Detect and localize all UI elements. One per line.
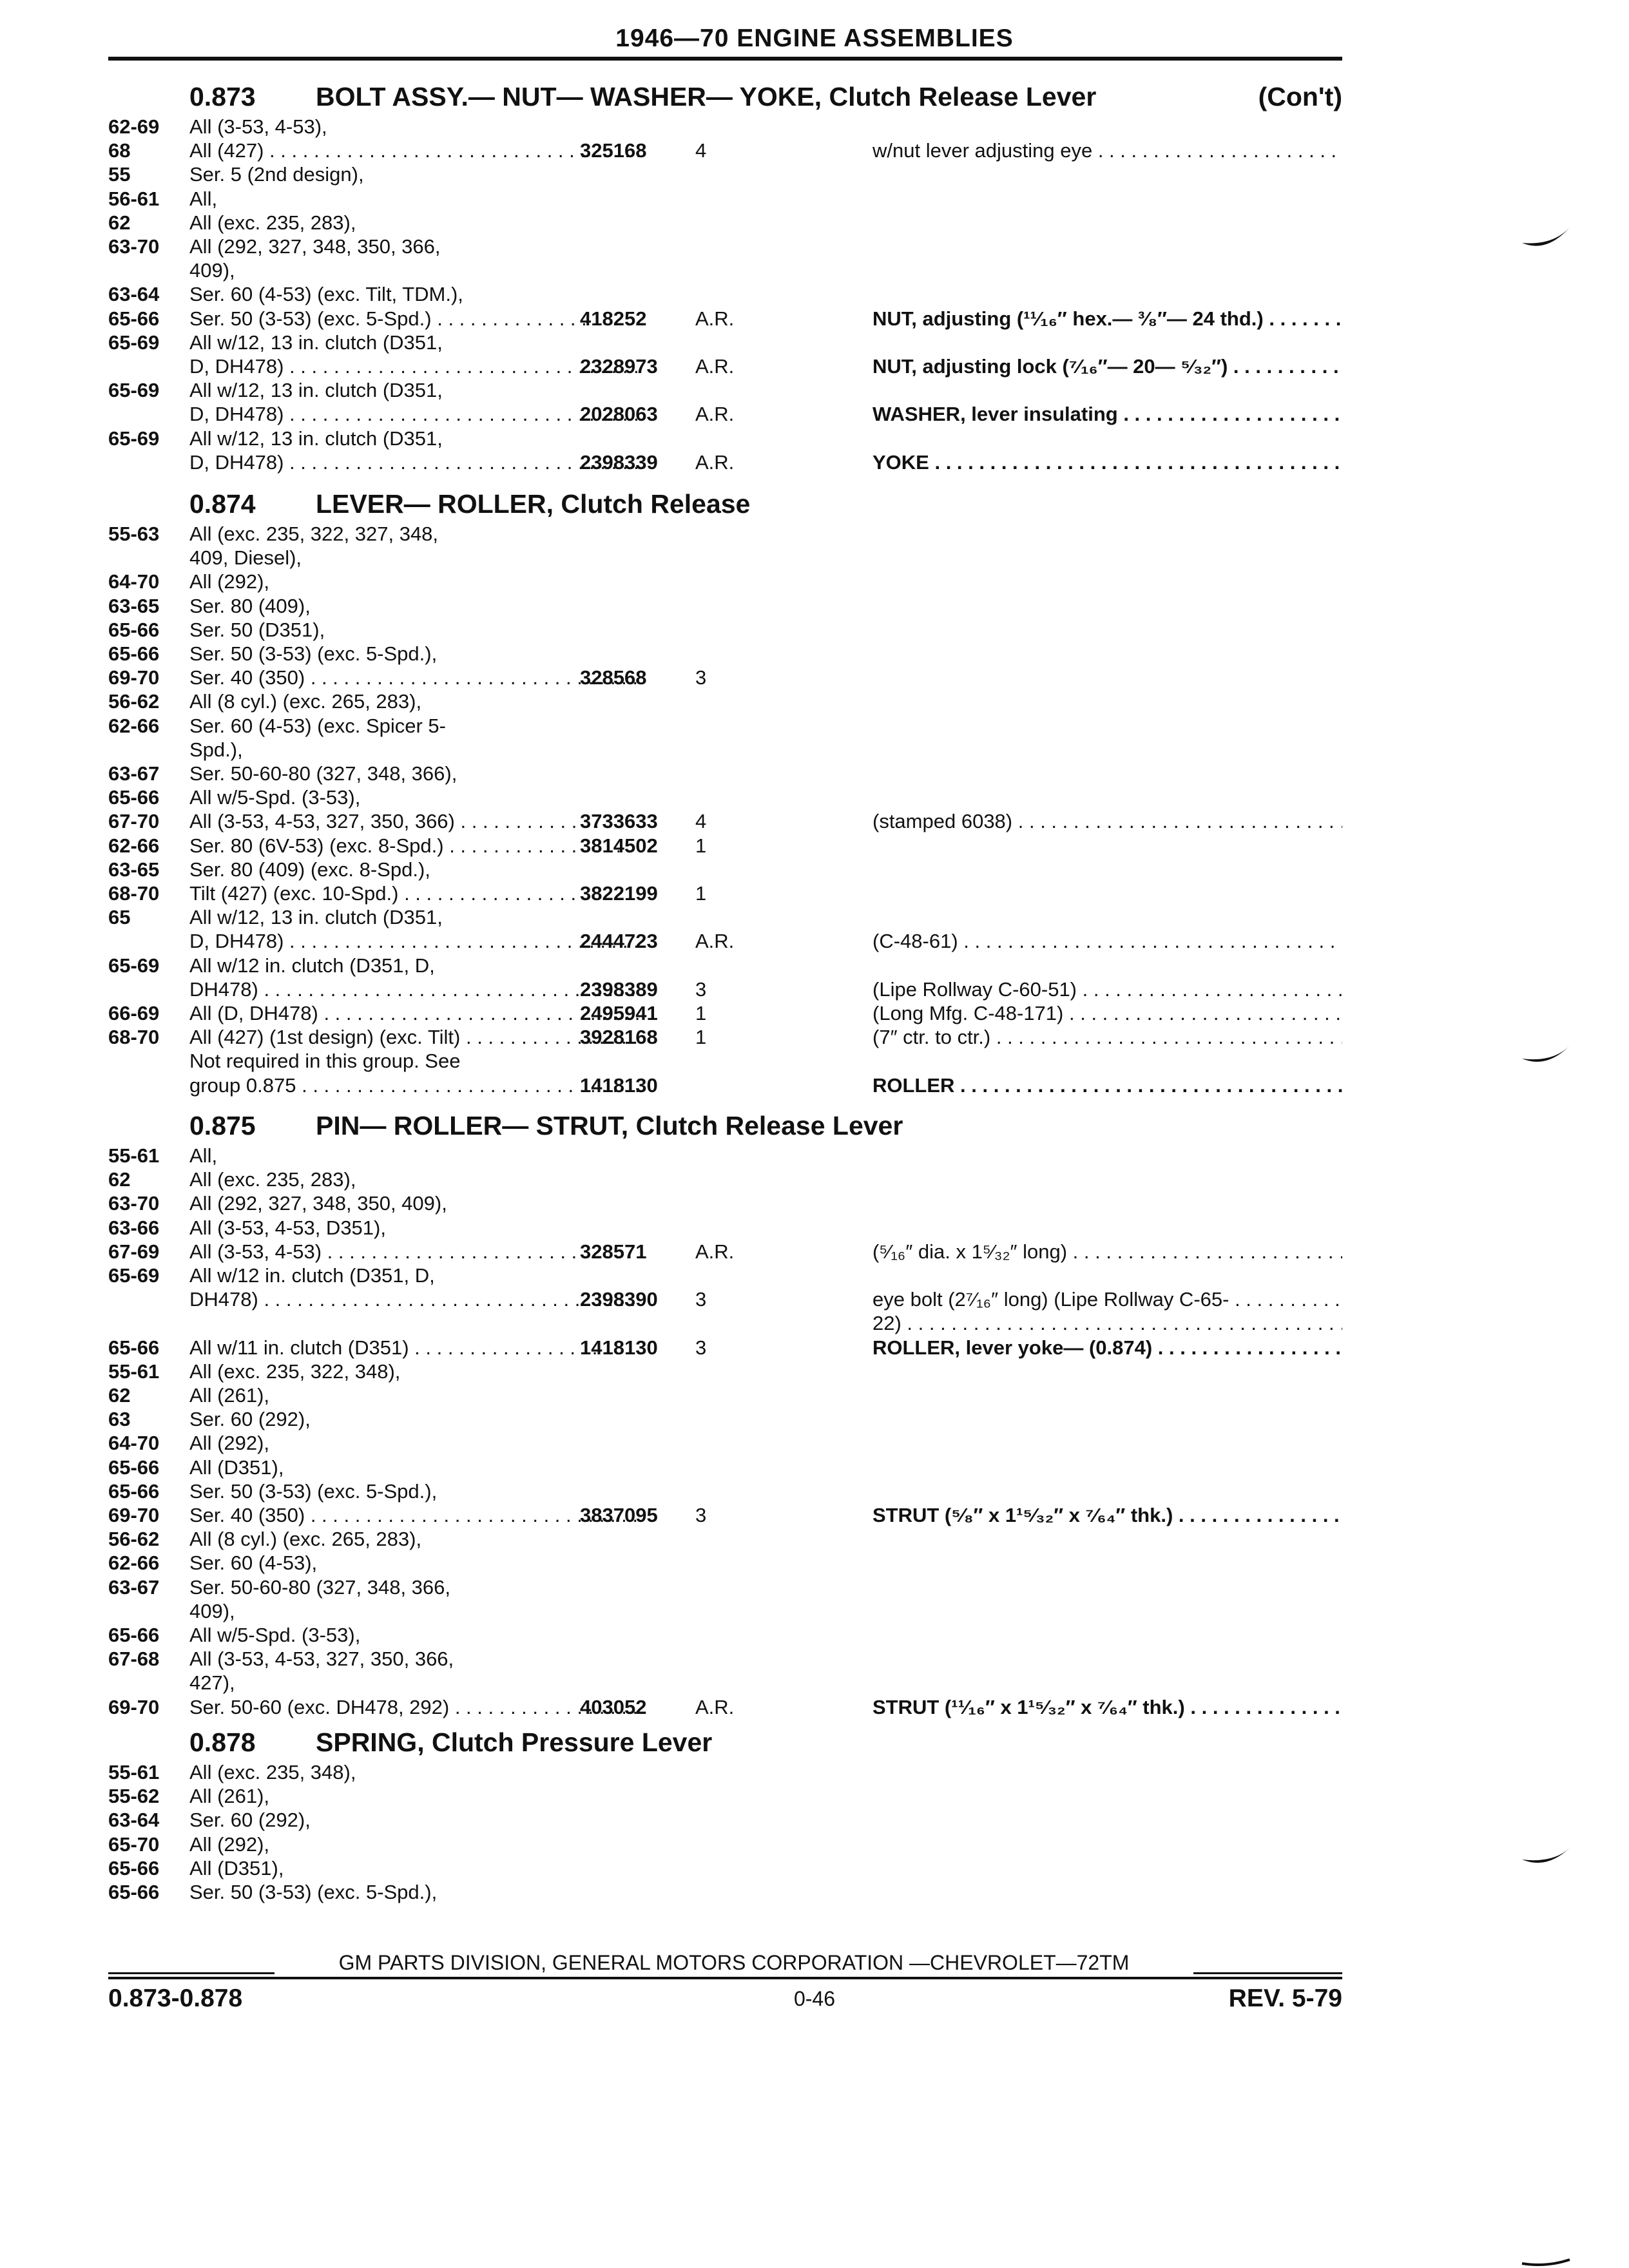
catalog-row (108, 762, 1342, 785)
application: All (3-53, 4-53, 327, 350, 366) . . . (189, 809, 641, 833)
model-years: 64-70 (108, 570, 160, 593)
application: All (292), (189, 1432, 270, 1455)
remarks: (stamped 6038) . . . (872, 809, 1342, 833)
application: Ser. 60 (4-53) (exc. Spicer 5- (189, 714, 446, 737)
footer-rule-right (1193, 1972, 1342, 1974)
application: All, (189, 1144, 218, 1167)
part-number: 403052 (580, 1695, 647, 1718)
model-years: 63-65 (108, 858, 160, 881)
remarks: eye bolt (2⁷⁄₁₆″ long) (Lipe Rollway C-65- . . . (872, 1287, 1342, 1311)
model-years: 63-70 (108, 235, 160, 258)
catalog-row (108, 1144, 1342, 1168)
application: Ser. 50 (D351), (189, 618, 325, 641)
part-number: 2328973 (580, 355, 658, 378)
catalog-row (108, 1503, 1342, 1527)
application: Ser. 50 (3-53) (exc. 5-Spd.), (189, 1479, 438, 1503)
application: All w/5-Spd. (3-53), (189, 786, 361, 809)
application: DH478) . . . (189, 1287, 641, 1311)
catalog-row (108, 1856, 1342, 1880)
application: D, DH478) . . . (189, 929, 641, 953)
application: 409, Diesel), (189, 546, 302, 570)
model-years: 63 (108, 1408, 131, 1431)
application: All (3-53, 4-53, D351), (189, 1216, 386, 1239)
application: Ser. 40 (350) . . . (189, 1503, 641, 1527)
part-number: 325168 (580, 139, 647, 162)
model-years: 65 (108, 906, 131, 929)
model-years: 68-70 (108, 882, 160, 905)
application: All (exc. 235, 283), (189, 1168, 356, 1191)
remarks: NUT, adjusting lock (⁷⁄₁₆″— 20— ⁵⁄₃₂″) . . . (872, 354, 1342, 378)
application: Ser. 50-60-80 (327, 348, 366, (189, 1575, 451, 1599)
application: Ser. 50 (3-53) (exc. 5-Spd.), (189, 1881, 438, 1903)
model-years: 68 (108, 139, 131, 162)
application: D, DH478) . . . (189, 354, 641, 378)
catalog-row (108, 378, 1342, 402)
quantity: 3 (695, 1336, 707, 1359)
scan-mark (1521, 222, 1572, 255)
model-years: 62-69 (108, 115, 160, 138)
section-header (108, 1725, 1342, 1761)
catalog-row (108, 1407, 1342, 1431)
catalog-row (108, 1049, 1342, 1073)
catalog-row (108, 1001, 1342, 1025)
application: All w/12, 13 in. clutch (D351, (189, 331, 443, 354)
application: 409), (189, 1599, 235, 1622)
section-header (108, 1108, 1342, 1144)
quantity: A.R. (695, 355, 735, 378)
model-years: 65-66 (108, 786, 160, 809)
remarks: ROLLER . . . (872, 1073, 1342, 1097)
remarks: ROLLER, lever yoke— (0.874) . . . (872, 1336, 1342, 1360)
section-header (108, 486, 1342, 523)
model-years: 64-70 (108, 1432, 160, 1455)
model-years: 65-69 (108, 1264, 160, 1287)
catalog-row (108, 1360, 1342, 1383)
model-years: 65-69 (108, 954, 160, 977)
catalog-row (108, 427, 1342, 450)
model-years: 62-66 (108, 834, 160, 857)
model-years: 63-64 (108, 283, 160, 306)
quantity: 1 (695, 1002, 707, 1024)
quantity: 4 (695, 139, 707, 162)
catalog-row (108, 307, 1342, 331)
section-number: 0.873 (189, 82, 256, 111)
application: Ser. 5 (2nd design), (189, 163, 364, 186)
application: All (292, 327, 348, 350, 409), (189, 1192, 447, 1215)
catalog-row (108, 1264, 1342, 1287)
application: Ser. 80 (6V-53) (exc. 8-Spd.) . . . (189, 834, 641, 858)
model-years: 69-70 (108, 666, 160, 689)
quantity: A.R. (695, 403, 735, 426)
part-number: 328571 (580, 1240, 647, 1263)
catalog-row (108, 1784, 1342, 1808)
quantity: 3 (695, 977, 707, 1001)
model-years: 69-70 (108, 1695, 160, 1718)
footer-corporation: GM PARTS DIVISION, GENERAL MOTORS CORPORATION —CHEVROLET—72TM (338, 1951, 1130, 1974)
part-number: 2398389 (580, 977, 658, 1001)
application: All w/12, 13 in. clutch (D351, (189, 379, 443, 402)
catalog-row (108, 1025, 1342, 1049)
part-number: 1418130 (580, 1336, 658, 1359)
remarks: (C-48-61) . . . (872, 929, 1342, 953)
application: Ser. 80 (409), (189, 594, 311, 617)
model-years: 62-66 (108, 714, 160, 737)
title-rule (108, 57, 1342, 61)
model-years: 55-62 (108, 1785, 160, 1808)
model-years: 65-66 (108, 1456, 160, 1479)
quantity: 4 (695, 810, 707, 833)
catalog-row (108, 235, 1342, 258)
catalog-row (108, 1287, 1342, 1311)
model-years: 65-66 (108, 1624, 160, 1646)
catalog-row (108, 666, 1342, 689)
part-number: 2398339 (580, 450, 658, 474)
catalog-row (108, 1311, 1342, 1335)
application: Ser. 50 (3-53) (exc. 5-Spd.), (189, 642, 438, 665)
remarks: STRUT (⁵⁄₈″ x 1¹⁵⁄₃₂″ x ⁷⁄₆₄″ thk.) . . . (872, 1503, 1342, 1527)
remarks: STRUT (¹¹⁄₁₆″ x 1¹⁵⁄₃₂″ x ⁷⁄₆₄″ thk.) . . . (872, 1695, 1342, 1719)
model-years: 65-70 (108, 1832, 160, 1856)
catalog-row (108, 1479, 1342, 1503)
remarks: (Long Mfg. C-48-171) . . . (872, 1001, 1342, 1025)
quantity: A.R. (695, 930, 735, 953)
model-years: 65-66 (108, 642, 160, 665)
catalog-row (108, 714, 1342, 738)
catalog-row (108, 834, 1342, 858)
catalog-row (108, 354, 1342, 378)
catalog-row (108, 594, 1342, 618)
application: Ser. 60 (292), (189, 1408, 311, 1431)
model-years: 65-69 (108, 379, 160, 402)
application: Ser. 50-60 (exc. DH478, 292) . . . (189, 1695, 641, 1719)
catalog-row (108, 642, 1342, 666)
catalog-row (108, 954, 1342, 977)
model-years: 65-66 (108, 618, 160, 641)
model-years: 63-67 (108, 762, 160, 785)
catalog-row (108, 1671, 1342, 1695)
catalog-row (108, 809, 1342, 833)
quantity: A.R. (695, 307, 735, 330)
catalog-row (108, 1168, 1342, 1191)
quantity: A.R. (695, 450, 735, 474)
section-title: BOLT ASSY.— NUT— WASHER— YOKE, Clutch Release Lever (316, 82, 1097, 111)
section-number: 0.875 (189, 1111, 256, 1140)
model-years: 65-66 (108, 1881, 160, 1903)
application: All (exc. 235, 348), (189, 1761, 356, 1783)
application: DH478) . . . (189, 977, 641, 1001)
catalog-row (108, 546, 1342, 570)
application: D, DH478) . . . (189, 450, 641, 474)
model-years: 65-66 (108, 1336, 160, 1359)
catalog-row (108, 1880, 1342, 1904)
section-title: LEVER— ROLLER, Clutch Release (316, 489, 751, 519)
catalog-row (108, 1808, 1342, 1832)
model-years: 55-63 (108, 523, 160, 545)
application: D, DH478) . . . (189, 402, 641, 426)
application: All (8 cyl.) (exc. 265, 283), (189, 690, 422, 713)
model-years: 56-61 (108, 187, 160, 210)
model-years: 67-70 (108, 810, 160, 833)
quantity: A.R. (695, 1240, 735, 1263)
section-number: 0.878 (189, 1727, 256, 1757)
remarks: (Lipe Rollway C-60-51) . . . (872, 977, 1342, 1001)
page-title: 1946—70 ENGINE ASSEMBLIES (615, 24, 1014, 52)
model-years: 56-62 (108, 1528, 160, 1551)
catalog-row (108, 1647, 1342, 1671)
quantity: 1 (695, 882, 707, 905)
model-years: 62 (108, 211, 131, 234)
application: All (3-53, 4-53), (189, 115, 327, 138)
catalog-row (108, 1599, 1342, 1623)
part-number: 3928168 (580, 1026, 658, 1049)
catalog-row (108, 785, 1342, 809)
catalog-row (108, 1216, 1342, 1240)
remarks: (7″ ctr. to ctr.) . . . (872, 1025, 1342, 1049)
model-years: 62-66 (108, 1552, 160, 1575)
application: All w/11 in. clutch (D351) . . . (189, 1336, 641, 1360)
application: All (exc. 235, 322, 348), (189, 1360, 401, 1383)
catalog-row (108, 1383, 1342, 1407)
catalog-row (108, 689, 1342, 713)
remarks: NUT, adjusting (¹¹⁄₁₆″ hex.— ³⁄₈″— 24 thd.) . . . (872, 307, 1342, 331)
model-years: 56-62 (108, 690, 160, 713)
catalog-row (108, 1623, 1342, 1647)
application: 409), (189, 259, 235, 282)
model-years: 65-69 (108, 427, 160, 450)
catalog-row (108, 139, 1342, 162)
model-years: 66-69 (108, 1002, 160, 1024)
application: All (427) . . . (189, 139, 641, 162)
quantity: 3 (695, 666, 707, 689)
model-years: 62 (108, 1168, 131, 1191)
application: All (D, DH478) . . . (189, 1001, 641, 1025)
section-number: 0.874 (189, 489, 256, 519)
footer-group-range: 0.873-0.878 (108, 1984, 243, 2012)
model-years: 55 (108, 163, 131, 186)
part-number: 2028063 (580, 403, 658, 426)
application: All (8 cyl.) (exc. 265, 283), (189, 1528, 422, 1551)
catalog-row (108, 1551, 1342, 1575)
section-title: SPRING, Clutch Pressure Lever (316, 1727, 713, 1757)
footer-rule-left (108, 1972, 275, 1974)
application: Spd.), (189, 738, 243, 761)
part-number: 328568 (580, 666, 647, 689)
remarks: YOKE . . . (872, 450, 1342, 474)
footer-page-number: 0-46 (793, 1987, 836, 2010)
part-number: 3837095 (580, 1504, 658, 1526)
catalog-row (108, 522, 1342, 546)
application: Tilt (427) (exc. 10-Spd.) . . . (189, 881, 641, 905)
part-number: 1418130 (580, 1073, 658, 1097)
catalog-row (108, 905, 1342, 929)
catalog-row (108, 929, 1342, 953)
application: Ser. 80 (409) (exc. 8-Spd.), (189, 858, 430, 881)
application: All (exc. 235, 283), (189, 211, 356, 234)
model-years: 55-61 (108, 1761, 160, 1783)
catalog-row (108, 618, 1342, 642)
application: Ser. 50 (3-53) (exc. 5-Spd.) . . . (189, 307, 641, 331)
application: Ser. 40 (350) . . . (189, 666, 641, 689)
model-years: 67-69 (108, 1240, 160, 1263)
remarks: WASHER, lever insulating . . . (872, 402, 1342, 426)
catalog-row (108, 115, 1342, 139)
catalog-row (108, 331, 1342, 354)
model-years: 65-66 (108, 1479, 160, 1503)
quantity: 1 (695, 834, 707, 857)
application: All (D351), (189, 1456, 284, 1479)
application: All, (189, 187, 218, 210)
scan-mark (1521, 1843, 1572, 1875)
model-years: 63-70 (108, 1192, 160, 1215)
footer-rule-bottom (108, 1977, 1342, 1979)
application: Ser. 60 (292), (189, 1809, 311, 1832)
catalog-row (108, 1073, 1342, 1097)
part-number: 3733633 (580, 810, 658, 833)
scan-mark (1521, 2258, 1572, 2268)
catalog-row (108, 738, 1342, 762)
application: All w/5-Spd. (3-53), (189, 1624, 361, 1646)
model-years: 67-68 (108, 1648, 160, 1671)
catalog-row (108, 1575, 1342, 1599)
section-header (108, 79, 1342, 115)
catalog-row (108, 1456, 1342, 1479)
model-years: 65-69 (108, 331, 160, 354)
catalog-row (108, 1695, 1342, 1719)
application: All w/12, 13 in. clutch (D351, (189, 906, 443, 929)
application: All w/12 in. clutch (D351, D, (189, 1264, 435, 1287)
catalog-row (108, 1832, 1342, 1856)
model-years: 62 (108, 1384, 131, 1407)
catalog-row (108, 1431, 1342, 1455)
catalog-row (108, 211, 1342, 235)
part-number: 2398390 (580, 1288, 658, 1311)
model-years: 63-65 (108, 594, 160, 617)
application: All (exc. 235, 322, 327, 348, (189, 523, 439, 545)
catalog-row (108, 450, 1342, 474)
model-years: 55-61 (108, 1360, 160, 1383)
quantity: 3 (695, 1288, 707, 1311)
application: All (D351), (189, 1856, 284, 1879)
catalog-row (108, 977, 1342, 1001)
quantity: 1 (695, 1026, 707, 1049)
application: All (427) (1st design) (exc. Tilt) . . . (189, 1025, 641, 1049)
model-years: 69-70 (108, 1504, 160, 1526)
catalog-row (108, 1336, 1342, 1360)
application: Ser. 50-60-80 (327, 348, 366), (189, 762, 458, 785)
application: All (261), (189, 1785, 270, 1808)
model-years: 63-66 (108, 1216, 160, 1239)
application: All (261), (189, 1384, 270, 1407)
application: 427), (189, 1671, 235, 1695)
application: Ser. 60 (4-53), (189, 1552, 318, 1575)
model-years: 63-64 (108, 1809, 160, 1832)
section-continued: (Con't) (1258, 82, 1342, 111)
part-number: 2495941 (580, 1002, 658, 1024)
catalog-row (108, 1760, 1342, 1784)
application: Not required in this group. See (189, 1050, 461, 1073)
quantity: 3 (695, 1504, 707, 1526)
application: All w/12, 13 in. clutch (D351, (189, 427, 443, 450)
part-number: 418252 (580, 307, 647, 330)
application: All (292, 327, 348, 350, 366, (189, 235, 441, 258)
application: All (292), (189, 570, 270, 593)
application: All (292), (189, 1832, 270, 1856)
scan-mark (1521, 1041, 1572, 1073)
application: group 0.875 . . . (189, 1073, 641, 1097)
catalog-row (108, 1240, 1342, 1264)
footer-revision: REV. 5-79 (1228, 1984, 1342, 2012)
catalog-row (108, 162, 1342, 186)
catalog-row (108, 282, 1342, 306)
application: All (3-53, 4-53, 327, 350, 366, (189, 1648, 454, 1671)
catalog-row (108, 570, 1342, 593)
application: All w/12 in. clutch (D351, D, (189, 954, 435, 977)
catalog-row (108, 258, 1342, 282)
model-years: 65-66 (108, 307, 160, 330)
model-years: 65-66 (108, 1856, 160, 1879)
remarks: w/nut lever adjusting eye . . . (872, 139, 1342, 162)
remarks: 22) . . . (872, 1311, 1342, 1335)
part-number: 2444723 (580, 930, 658, 953)
part-number: 3822199 (580, 882, 658, 905)
application: All (3-53, 4-53) . . . (189, 1240, 641, 1264)
section-title: PIN— ROLLER— STRUT, Clutch Release Lever (316, 1111, 903, 1140)
catalog-row (108, 858, 1342, 881)
application: Ser. 60 (4-53) (exc. Tilt, TDM.), (189, 283, 463, 306)
part-number: 3814502 (580, 834, 658, 857)
catalog-row (108, 881, 1342, 905)
catalog-row (108, 1191, 1342, 1215)
remarks: (⁵⁄₁₆″ dia. x 1⁵⁄₃₂″ long) . . . (872, 1240, 1342, 1264)
model-years: 68-70 (108, 1026, 160, 1049)
catalog-row (108, 402, 1342, 426)
catalog-row (108, 187, 1342, 211)
catalog-row (108, 1527, 1342, 1551)
model-years: 55-61 (108, 1144, 160, 1167)
model-years: 63-67 (108, 1575, 160, 1599)
quantity: A.R. (695, 1695, 735, 1718)
